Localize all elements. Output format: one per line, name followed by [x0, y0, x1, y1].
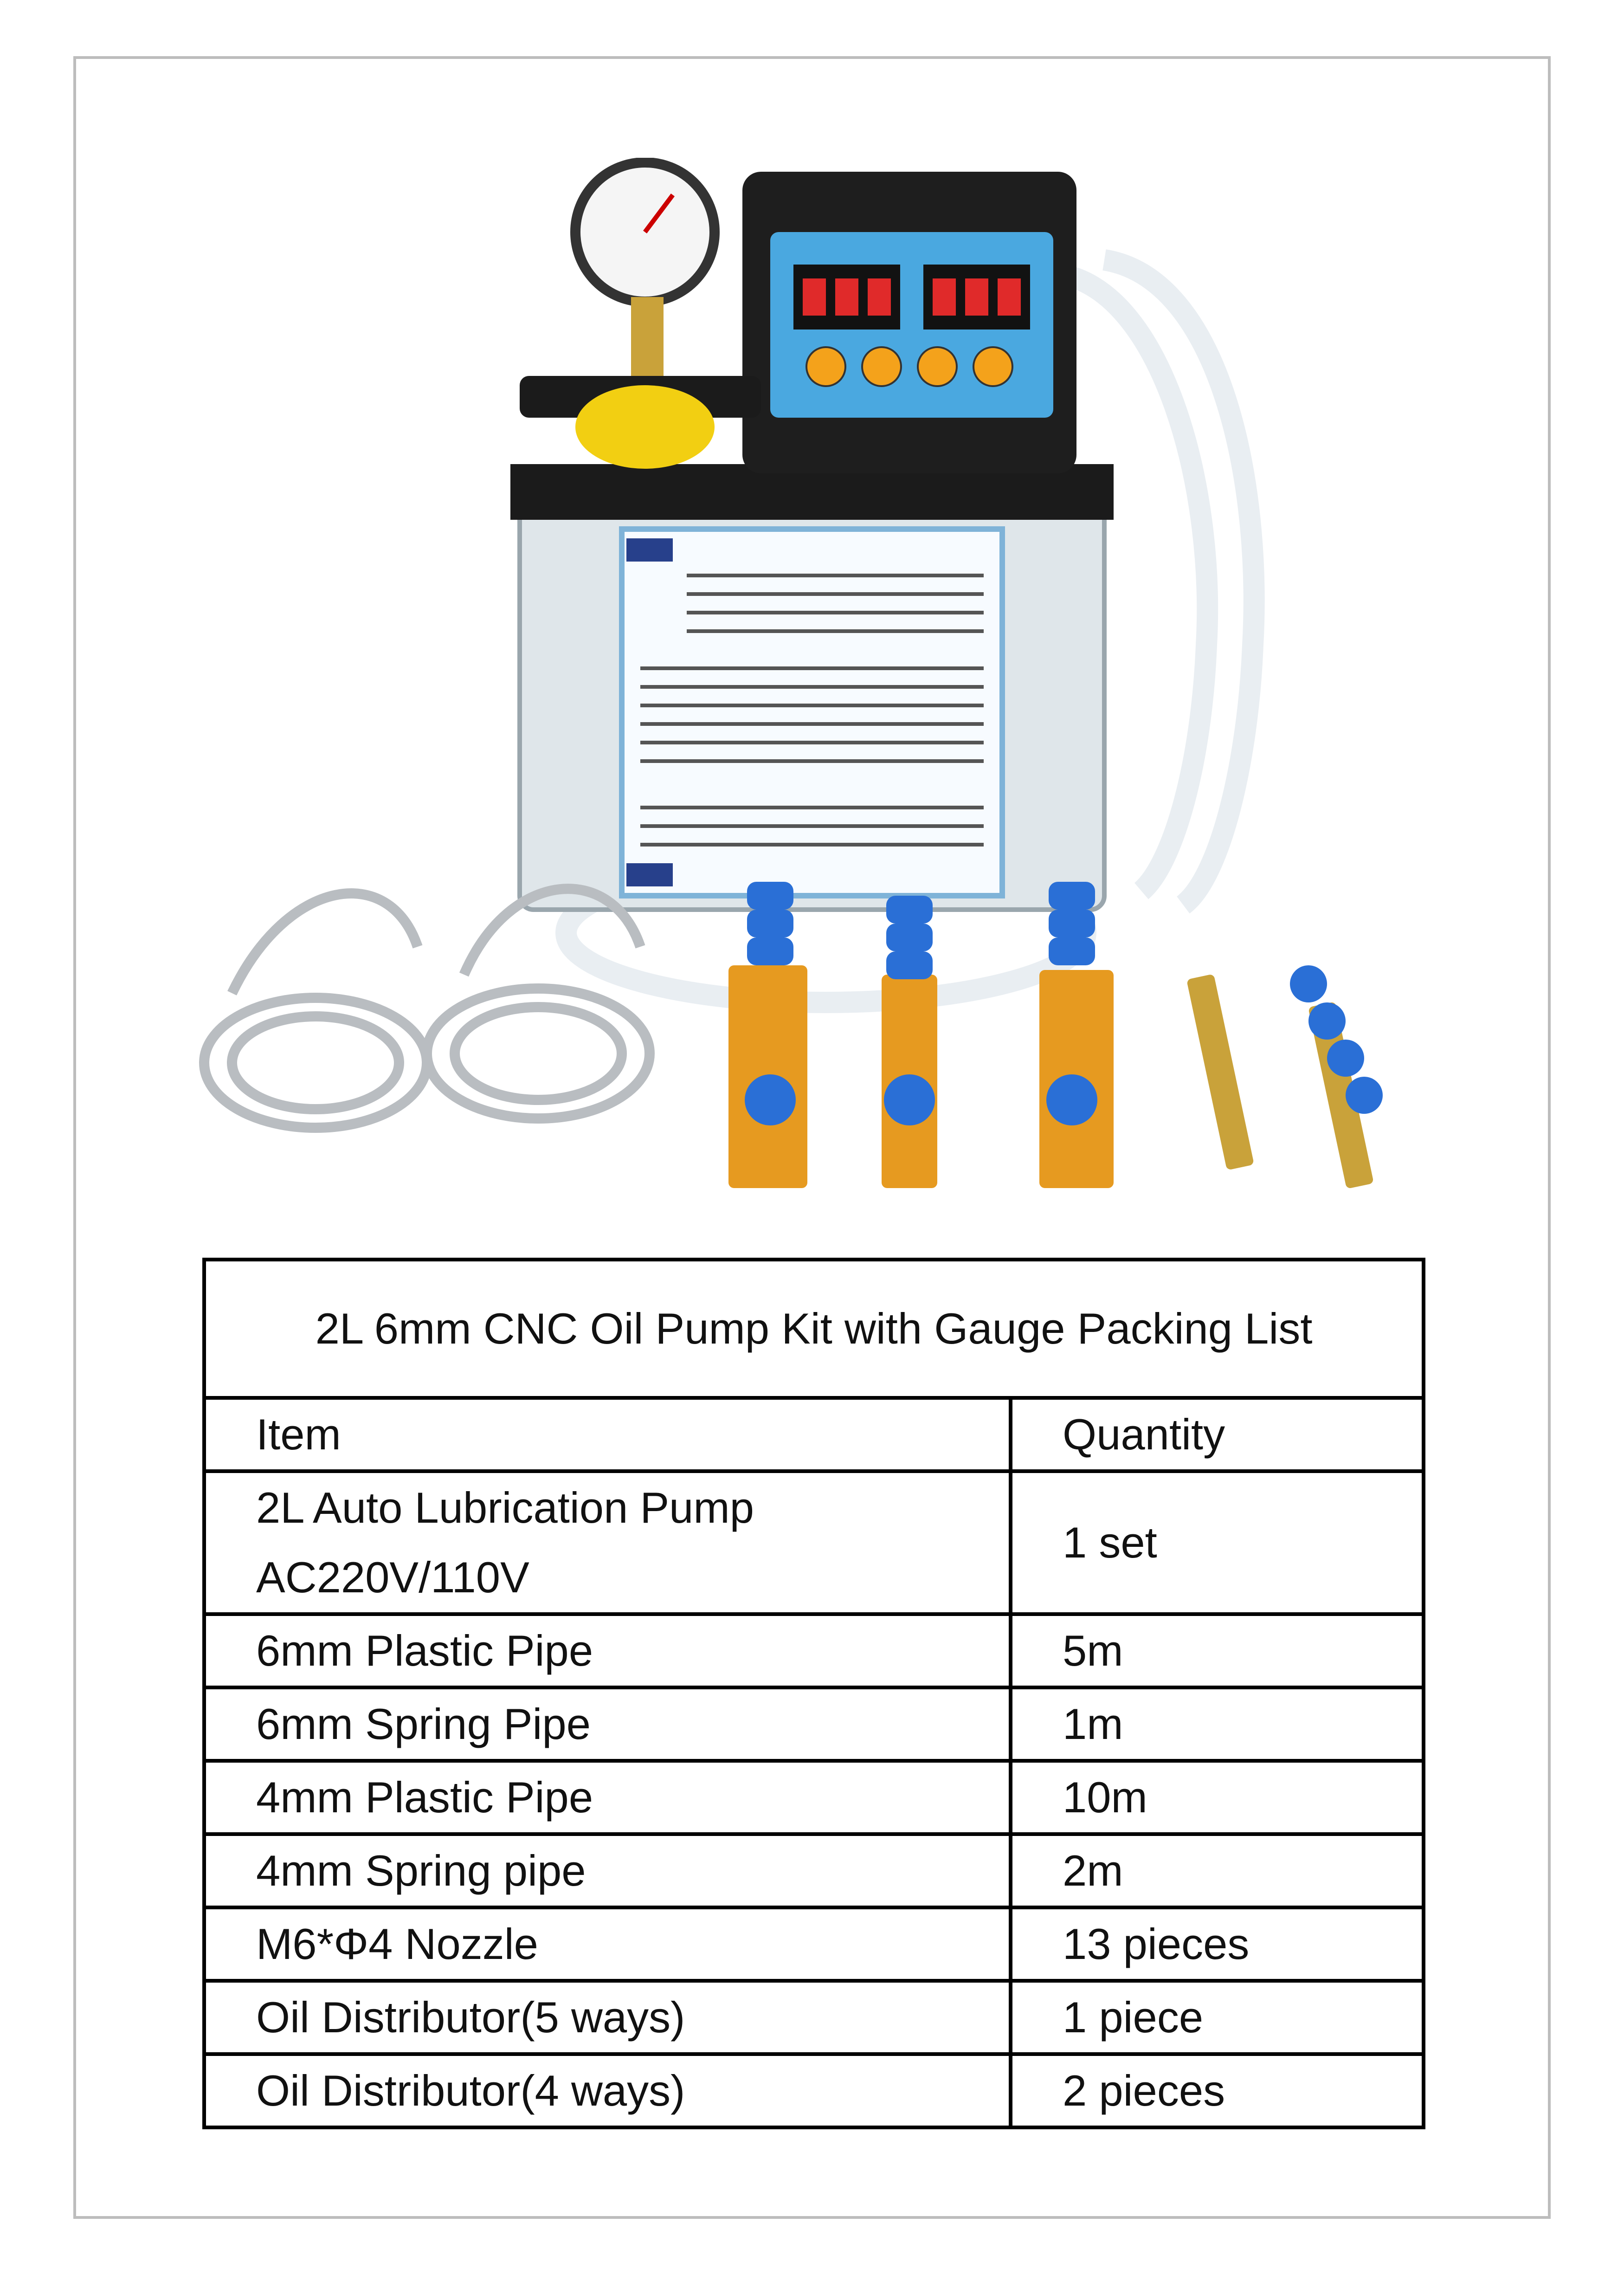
- item-cell: 6mm Plastic Pipe: [204, 1614, 1011, 1687]
- pump-reservoir: [510, 464, 1114, 910]
- item-cell: [204, 1471, 1011, 1614]
- item-cell: Oil Distributor(5 ways): [204, 1981, 1011, 2054]
- header-quantity: Quantity: [1011, 1398, 1424, 1471]
- table-row: [204, 1761, 1424, 1834]
- item-line2: AC220V/110V: [256, 1553, 529, 1602]
- product-photo: [139, 158, 1485, 1225]
- oil-distributors: [728, 882, 1114, 1188]
- pressure-gauge: [520, 162, 761, 469]
- table-row: [204, 1471, 1424, 1614]
- table-row: [204, 1907, 1424, 1981]
- nozzles: [1186, 965, 1383, 1189]
- table-row: [204, 2054, 1424, 2127]
- packing-list-table: [202, 1258, 1425, 2129]
- item-cell: M6*Φ4 Nozzle: [204, 1907, 1011, 1981]
- table-header-row: [204, 1398, 1424, 1471]
- table-row: [204, 1834, 1424, 1907]
- table-row: [204, 1981, 1424, 2054]
- quantity-cell: 2m: [1011, 1834, 1424, 1907]
- item-cell: 4mm Spring pipe: [204, 1834, 1011, 1907]
- packing-list-title: 2L 6mm CNC Oil Pump Kit with Gauge Packing List: [204, 1260, 1424, 1398]
- item-cell: 6mm Spring Pipe: [204, 1687, 1011, 1761]
- table-row: [204, 1687, 1424, 1761]
- quantity-cell: 1m: [1011, 1687, 1424, 1761]
- quantity-cell: 13 pieces: [1011, 1907, 1424, 1981]
- quantity-cell: 1 piece: [1011, 1981, 1424, 2054]
- quantity-cell: 1 set: [1011, 1471, 1424, 1614]
- item-cell: 4mm Plastic Pipe: [204, 1761, 1011, 1834]
- header-item: Item: [204, 1398, 1011, 1471]
- quantity-cell: 10m: [1011, 1761, 1424, 1834]
- spring-pipe-coils: [204, 889, 650, 1128]
- pump-control-unit: [742, 172, 1076, 473]
- item-cell: Oil Distributor(4 ways): [204, 2054, 1011, 2127]
- table-row: [204, 1614, 1424, 1687]
- item-line1: 2L Auto Lubrication Pump: [256, 1483, 754, 1532]
- quantity-cell: 2 pieces: [1011, 2054, 1424, 2127]
- quantity-cell: 5m: [1011, 1614, 1424, 1687]
